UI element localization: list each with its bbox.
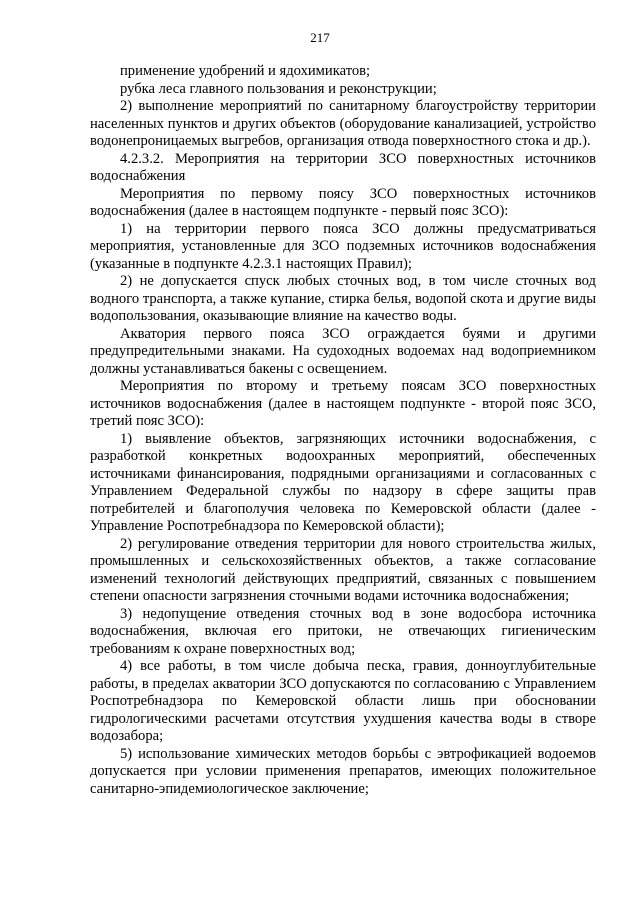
page-number: 217 [310,30,330,45]
paragraph: 1) на территории первого пояса ЗСО должны предусматриваться мероприятия, установленные для ЗСО подземных источников водоснабжения (указанные в подпункте 4.2.3.1 настоящих Правил); [90,220,596,272]
section-heading: 4.2.3.2. Мероприятия на территории ЗСО поверхностных источников водоснабжения [90,150,596,184]
paragraph: применение удобрений и ядохимикатов; [120,63,371,79]
paragraph: 5) использование химических методов борьбы с эвтрофикацией водоемов допускается при условии применения препаратов, имеющих положительное санитарно-эпидемиологическое заключение; [90,745,596,797]
document-body [90,63,596,798]
paragraph: рубка леса главного пользования и реконструкции; [120,80,437,97]
paragraph: Мероприятия по второму и третьему поясам ЗСО поверхностных источников водоснабжения (далее в настоящем подпункте - второй пояс ЗСО, третий пояс ЗСО): [90,378,596,429]
paragraph: Акватория первого пояса ЗСО ограждается буями и другими предупредительными знаками. На судоходных водоемах над водоприемником должны устанавливаться бакены с освещением. [90,325,596,377]
paragraph: 3) недопущение отведения сточных вод в зоне водосбора источника водоснабжения, включая его притоки, не отвечающих гигиеническим требованиям к охране поверхностных вод; [90,605,596,657]
paragraph: Мероприятия по первому поясу ЗСО поверхностных источников водоснабжения (далее в настоящем подпункте - первый пояс ЗСО): [90,185,596,219]
paragraph: 4) все работы, в том числе добыча песка, гравия, донноуглубительные работы, в пределах акватории ЗСО допускаются по согласованию с Управлением Роспотребнадзора по Кемеровской области лишь при обосновании гидрологическими расчетами отсутствия ухудшения качества воды в створе водозабора; [90,658,596,744]
paragraph: 2) выполнение мероприятий по санитарному благоустройству территории населенных пунктов и других объектов (оборудование канализацией, устройство водонепроницаемых выгребов, организация отвода поверхностного стока и др.). [90,98,596,149]
paragraph: 2) не допускается спуск любых сточных вод, в том числе сточных вод водного транспорта, а также купание, стирка белья, водопой скота и другие виды водопользования, оказывающие влияние на качество воды. [90,273,596,324]
paragraph: 2) регулирование отведения территории для нового строительства жилых, промышленных и сельскохозяйственных объектов, а также согласование изменений технологий действующих предприятий, связанных с повышением степени опасности загрязнения сточными водами источника водоснабжения; [90,535,596,604]
paragraph: 1) выявление объектов, загрязняющих источники водоснабжения, с разработкой конкретных водоохранных мероприятий, обеспеченных источниками финансирования, подрядными организациями и согласованных с Управлением Федеральной службы по надзору в сфере защиты прав потребителей и благополучия человека по Кемеровской области (далее - Управление Роспотребнадзора по Кемеровской области); [90,430,596,534]
